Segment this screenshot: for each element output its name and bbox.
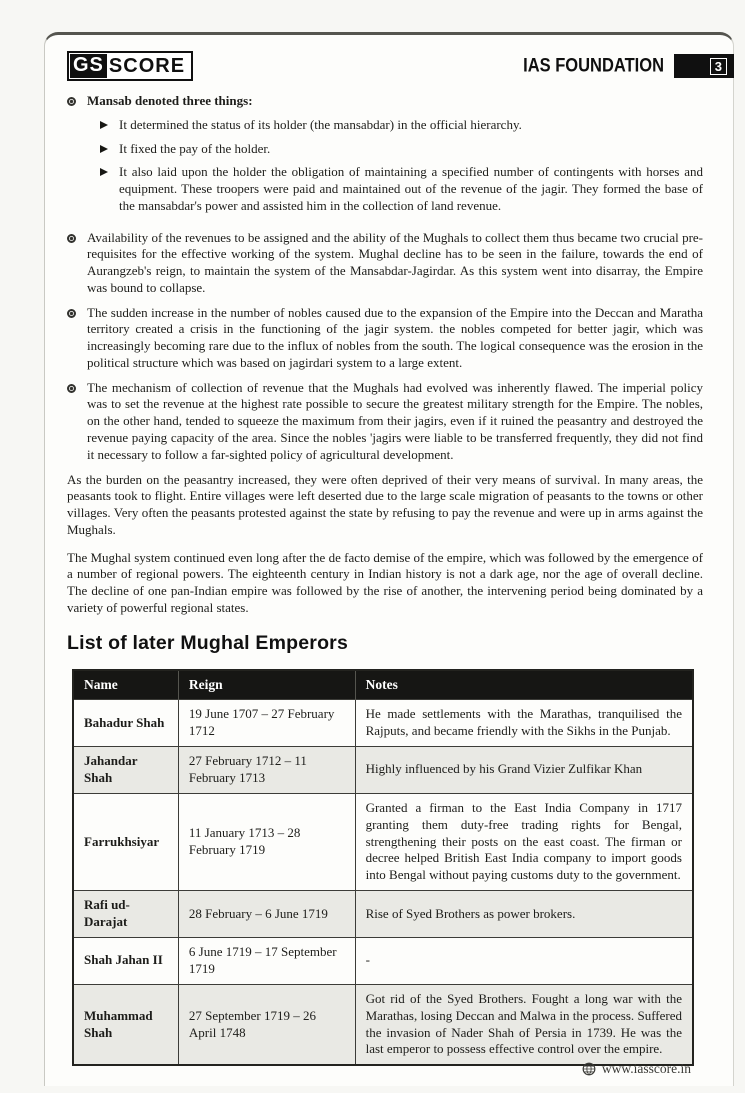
table-row: [73, 793, 693, 890]
cell-reign: 27 February 1712 – 11 February 1713: [178, 747, 355, 794]
col-header-reign: Reign: [178, 670, 355, 700]
cell-name: Rafi ud-Darajat: [73, 891, 178, 938]
cell-name: Farrukhsiyar: [73, 793, 178, 890]
page-number: 3: [710, 58, 727, 75]
ring-bullet-icon: [67, 97, 76, 106]
cell-notes: Got rid of the Syed Brothers. Fought a long war with the Marathas, losing Deccan and Malwa in the process. Suffered the invasion of Nader Shah of Persia in 1739. He was the last emperor to possess effective control over the empire.: [355, 984, 693, 1065]
ring-bullet-icon: [67, 234, 76, 243]
bullet-text: The sudden increase in the number of nobles caused due to the expansion of the Empire into the Deccan and Maratha territory created a crisis in the functioning of the jagir system. the nobles competed for better jagir, which was increasingly becoming rare due to the influx of nobles from the south. The logical consequence was the erosion in the political structure which was based on jagirdari system to a large extent.: [87, 304, 703, 370]
bullet-text: Availability of the revenues to be assigned and the ability of the Mughals to collect them thus became two crucial pre-requisites for the effective working of the system. Mughal decline has to be seen in the failure, towards the end of Aurangzeb's reign, to maintain the system of the Mansabdar-Jagirdar. As this system went into disarray, the Empire was bound to collapse.: [87, 229, 703, 295]
sub-bullet-text: It fixed the pay of the holder.: [119, 140, 271, 156]
ring-bullet-icon: [67, 384, 76, 393]
document-body: [67, 93, 703, 1066]
bullet-text: Mansab denoted three things:: [87, 93, 253, 108]
arrow-bullet-icon: [100, 145, 108, 153]
cell-reign: 27 September 1719 – 26 April 1748: [178, 984, 355, 1065]
cell-notes: Rise of Syed Brothers as power brokers.: [355, 891, 693, 938]
table-row: [73, 984, 693, 1065]
ring-bullet-icon: [67, 309, 76, 318]
bullet-item: [67, 305, 703, 372]
bullet-item: [67, 230, 703, 297]
bullet-list: [67, 93, 703, 464]
table-row: [73, 747, 693, 794]
page-footer: [582, 1061, 691, 1077]
logo-score-text: SCORE: [108, 54, 186, 77]
bullet-item: [67, 380, 703, 464]
course-title: IAS FOUNDATION: [523, 55, 664, 76]
sub-bullet-text: It determined the status of its holder (the mansabdar) in the official hierarchy.: [119, 116, 522, 132]
bullet-text: The mechanism of collection of revenue that the Mughals had evolved was inherently flawed. The imperial policy was to set the revenue at the highest rate possible to secure the greatest military strength for the Empire. The nobles, on the other hand, tended to squeeze the maximum from their jagirs, even if it ruined the peasantry and destroyed the revenue paying capacity of the area. Since the nobles 'jagirs were liable to be transferred frequently, they did not find it necessary to follow a far-sighted policy of agricultural development.: [87, 379, 703, 462]
paragraphs: [67, 472, 703, 617]
cell-reign: 28 February – 6 June 1719: [178, 891, 355, 938]
cell-name: Muhammad Shah: [73, 984, 178, 1065]
page-header: [67, 47, 722, 85]
cell-notes: Highly influenced by his Grand Vizier Zulfikar Khan: [355, 747, 693, 794]
arrow-bullet-icon: [100, 121, 108, 129]
header-right: [523, 54, 722, 78]
cell-reign: 11 January 1713 – 28 February 1719: [178, 793, 355, 890]
col-header-notes: Notes: [355, 670, 693, 700]
cell-notes: -: [355, 938, 693, 985]
paragraph: As the burden on the peasantry increased, they were often deprived of their very means of survival. In many areas, the peasants took to flight. Entire villages were left deserted due to the large scale migration of peasants to the towns or other villages. Very often the peasants protested against the state by refusing to pay the revenue and were up in arms against the Mughals.: [67, 471, 703, 537]
cell-notes: Granted a firman to the East India Company in 1717 granting them duty-free trading rights for Bengal, strengthening their posts on the east coast. The firman or decree helped British East India company to import goods into Bengal without paying customs duty to the government.: [355, 793, 693, 890]
table-row: [73, 700, 693, 747]
emperors-table: [72, 669, 694, 1067]
section-title: List of later Mughal Emperors: [67, 631, 349, 654]
bullet-item: [67, 93, 703, 222]
page: [44, 32, 734, 1086]
globe-icon: [582, 1062, 596, 1076]
paragraph: The Mughal system continued even long after the de facto demise of the empire, which was followed by the emergence of a number of regional powers. The eighteenth century in Indian history is not a dark age, nor the age of overall decline. The decline of one pan-Indian empire was followed by the rise of another, the intervening period being dominated by a variety of powerful regional states.: [67, 549, 703, 615]
table-row: [73, 938, 693, 985]
cell-name: Bahadur Shah: [73, 700, 178, 747]
website-url: www.iasscore.in: [601, 1061, 691, 1076]
page-number-box: [674, 54, 734, 78]
cell-notes: He made settlements with the Marathas, tranquilised the Rajputs, and became friendly with the Sikhs in the Punjab.: [355, 700, 693, 747]
col-header-name: Name: [73, 670, 178, 700]
sub-bullet-item: [100, 117, 703, 134]
table-header-row: [73, 670, 693, 700]
cell-name: Jahandar Shah: [73, 747, 178, 794]
cell-name: Shah Jahan II: [73, 938, 178, 985]
sub-bullet-item: [100, 141, 703, 158]
logo-gs-text: GS: [70, 54, 107, 78]
arrow-bullet-icon: [100, 168, 108, 176]
cell-reign: 6 June 1719 – 17 September 1719: [178, 938, 355, 985]
cell-reign: 19 June 1707 – 27 February 1712: [178, 700, 355, 747]
gsscore-logo: [67, 51, 193, 81]
sub-bullet-text: It also laid upon the holder the obligation of maintaining a specified number of contingents with horses and equipment. These troopers were paid and maintained out of the revenue of the jagir. They formed the base of the mansabdar's power and assisted him in the collection of land revenue.: [119, 164, 703, 213]
sub-bullet-item: [100, 164, 703, 214]
table-row: [73, 891, 693, 938]
